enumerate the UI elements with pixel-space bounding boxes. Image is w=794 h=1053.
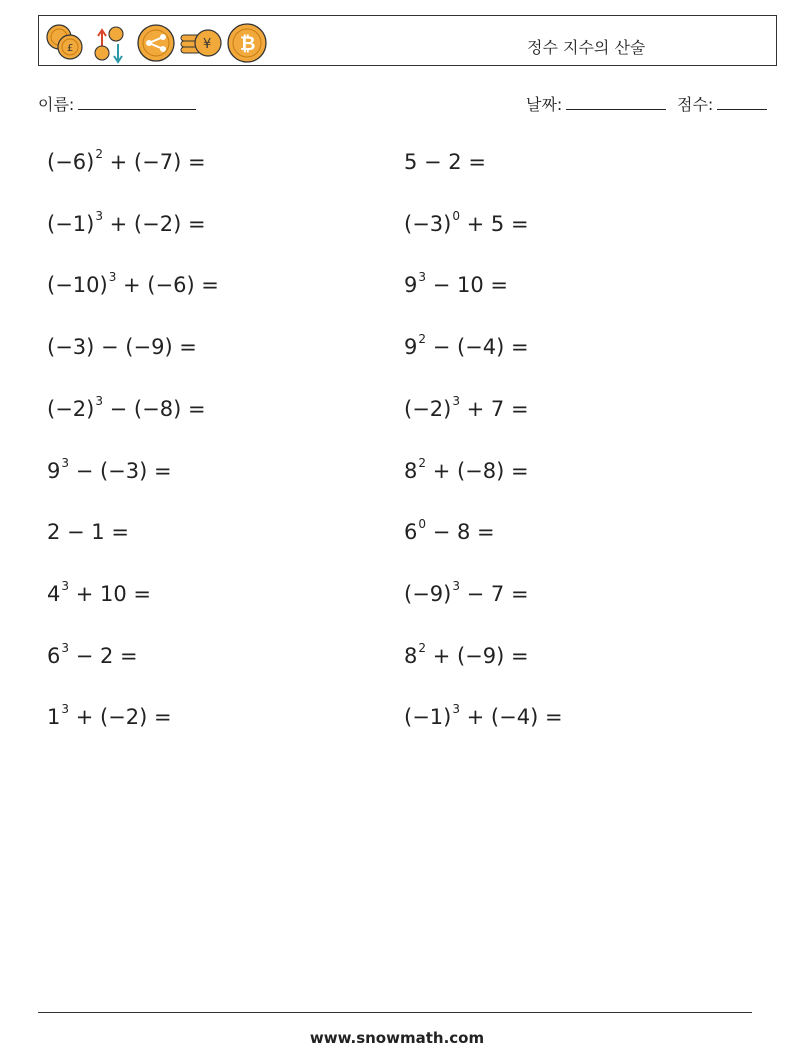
problem-item (404, 578, 529, 606)
problem-exponent: 2 (418, 455, 427, 470)
problem-exponent: 3 (61, 578, 70, 593)
problem-exponent: 0 (452, 208, 460, 223)
worksheet-header (38, 15, 777, 66)
problem-item (47, 208, 206, 236)
problem-base: 4 (47, 581, 61, 606)
date-field[interactable] (526, 92, 666, 115)
problem-exponent: 2 (418, 640, 427, 655)
problem-item (404, 270, 508, 298)
problem-item (404, 702, 563, 730)
problem-base: 6 (404, 520, 418, 545)
problem-rest: + (−2) = (69, 705, 172, 730)
problem-exponent: 3 (61, 640, 70, 655)
bitcoin-icon (228, 24, 266, 62)
problem-base: 2 − 1 = (47, 520, 129, 545)
problem-rest: + (−2) = (102, 211, 206, 236)
exchange-arrows-icon (95, 27, 123, 62)
name-field[interactable] (38, 92, 196, 115)
problem-base: 8 (404, 458, 418, 483)
problem-base: (−1) (47, 211, 95, 236)
worksheet-title: 정수 지수의 산술 (527, 38, 646, 57)
problem-base: (−9) (404, 581, 452, 606)
problem-base: (−3) − (−9) = (47, 335, 197, 360)
svg-text:¥: ¥ (203, 37, 212, 52)
coin-stack-icon (47, 25, 82, 59)
score-label: 점수: (677, 95, 714, 114)
problem-base: 1 (47, 705, 61, 730)
problem-exponent: 3 (108, 270, 117, 285)
problem-base: (−10) (47, 273, 108, 298)
problem-rest: − (−4) = (426, 335, 529, 360)
problem-exponent: 2 (95, 147, 103, 161)
problem-rest: − 7 = (459, 581, 529, 606)
problem-item (47, 335, 197, 359)
problem-rest: + (−4) = (459, 705, 563, 730)
problem-base: (−2) (404, 396, 452, 421)
problem-base: (−2) (47, 396, 95, 421)
problem-base: (−6) (47, 150, 95, 174)
problem-item (47, 147, 206, 174)
problem-item (404, 208, 529, 236)
svg-text:₿: ₿ (240, 33, 256, 55)
problem-exponent: 0 (418, 517, 427, 532)
problem-item (47, 702, 172, 730)
problem-item (404, 517, 495, 545)
name-label: 이름: (38, 95, 75, 114)
problem-exponent: 3 (95, 393, 103, 408)
problem-item (47, 578, 151, 606)
problem-base: (−1) (404, 705, 452, 730)
problem-rest: − (−8) = (102, 396, 206, 421)
problem-rest: + 5 = (459, 211, 529, 236)
problem-rest: + (−7) = (102, 150, 206, 174)
problem-rest: + (−9) = (426, 643, 529, 668)
problem-base: 9 (404, 335, 418, 360)
score-field[interactable] (677, 92, 767, 115)
problem-item (404, 455, 529, 483)
problem-exponent: 3 (61, 455, 70, 470)
problem-item (47, 640, 138, 668)
problem-base: 9 (47, 458, 61, 483)
problem-item (47, 520, 129, 544)
problem-rest: + (−6) = (116, 273, 219, 298)
problem-item (47, 270, 219, 298)
problem-item (404, 393, 529, 421)
problem-exponent: 3 (452, 393, 460, 408)
problem-base: 8 (404, 643, 418, 668)
problem-rest: − (−3) = (69, 458, 172, 483)
problem-rest: + 10 = (69, 581, 151, 606)
problem-base: 9 (404, 273, 418, 298)
problem-item (404, 150, 486, 174)
problem-exponent: 3 (452, 578, 460, 593)
problem-rest: − 8 = (426, 520, 495, 545)
problem-item (404, 332, 529, 360)
date-label: 날짜: (526, 95, 563, 114)
name-blank[interactable] (78, 94, 196, 110)
problem-exponent: 3 (61, 702, 70, 717)
problem-item (47, 455, 172, 483)
problem-base: 5 − 2 = (404, 150, 486, 174)
problem-base: (−3) (404, 211, 452, 236)
yen-coins-icon (181, 30, 221, 56)
problem-base: 6 (47, 643, 61, 668)
problem-rest: − 2 = (69, 643, 138, 668)
footer-site: www.snowmath.com (309, 1029, 485, 1047)
footer-divider (38, 1012, 752, 1013)
problem-rest: − 10 = (426, 273, 508, 298)
problem-item (404, 640, 529, 668)
svg-text:£: £ (67, 43, 74, 54)
problem-exponent: 3 (95, 208, 103, 223)
problem-item (47, 393, 206, 421)
problem-rest: + (−8) = (426, 458, 529, 483)
score-blank[interactable] (717, 94, 767, 110)
share-coin-icon (138, 25, 174, 61)
problem-exponent: 2 (418, 332, 427, 347)
problem-rest: + 7 = (459, 396, 529, 421)
date-blank[interactable] (566, 94, 666, 110)
header-icons (43, 18, 273, 64)
problem-exponent: 3 (418, 270, 427, 285)
problem-exponent: 3 (452, 702, 460, 717)
